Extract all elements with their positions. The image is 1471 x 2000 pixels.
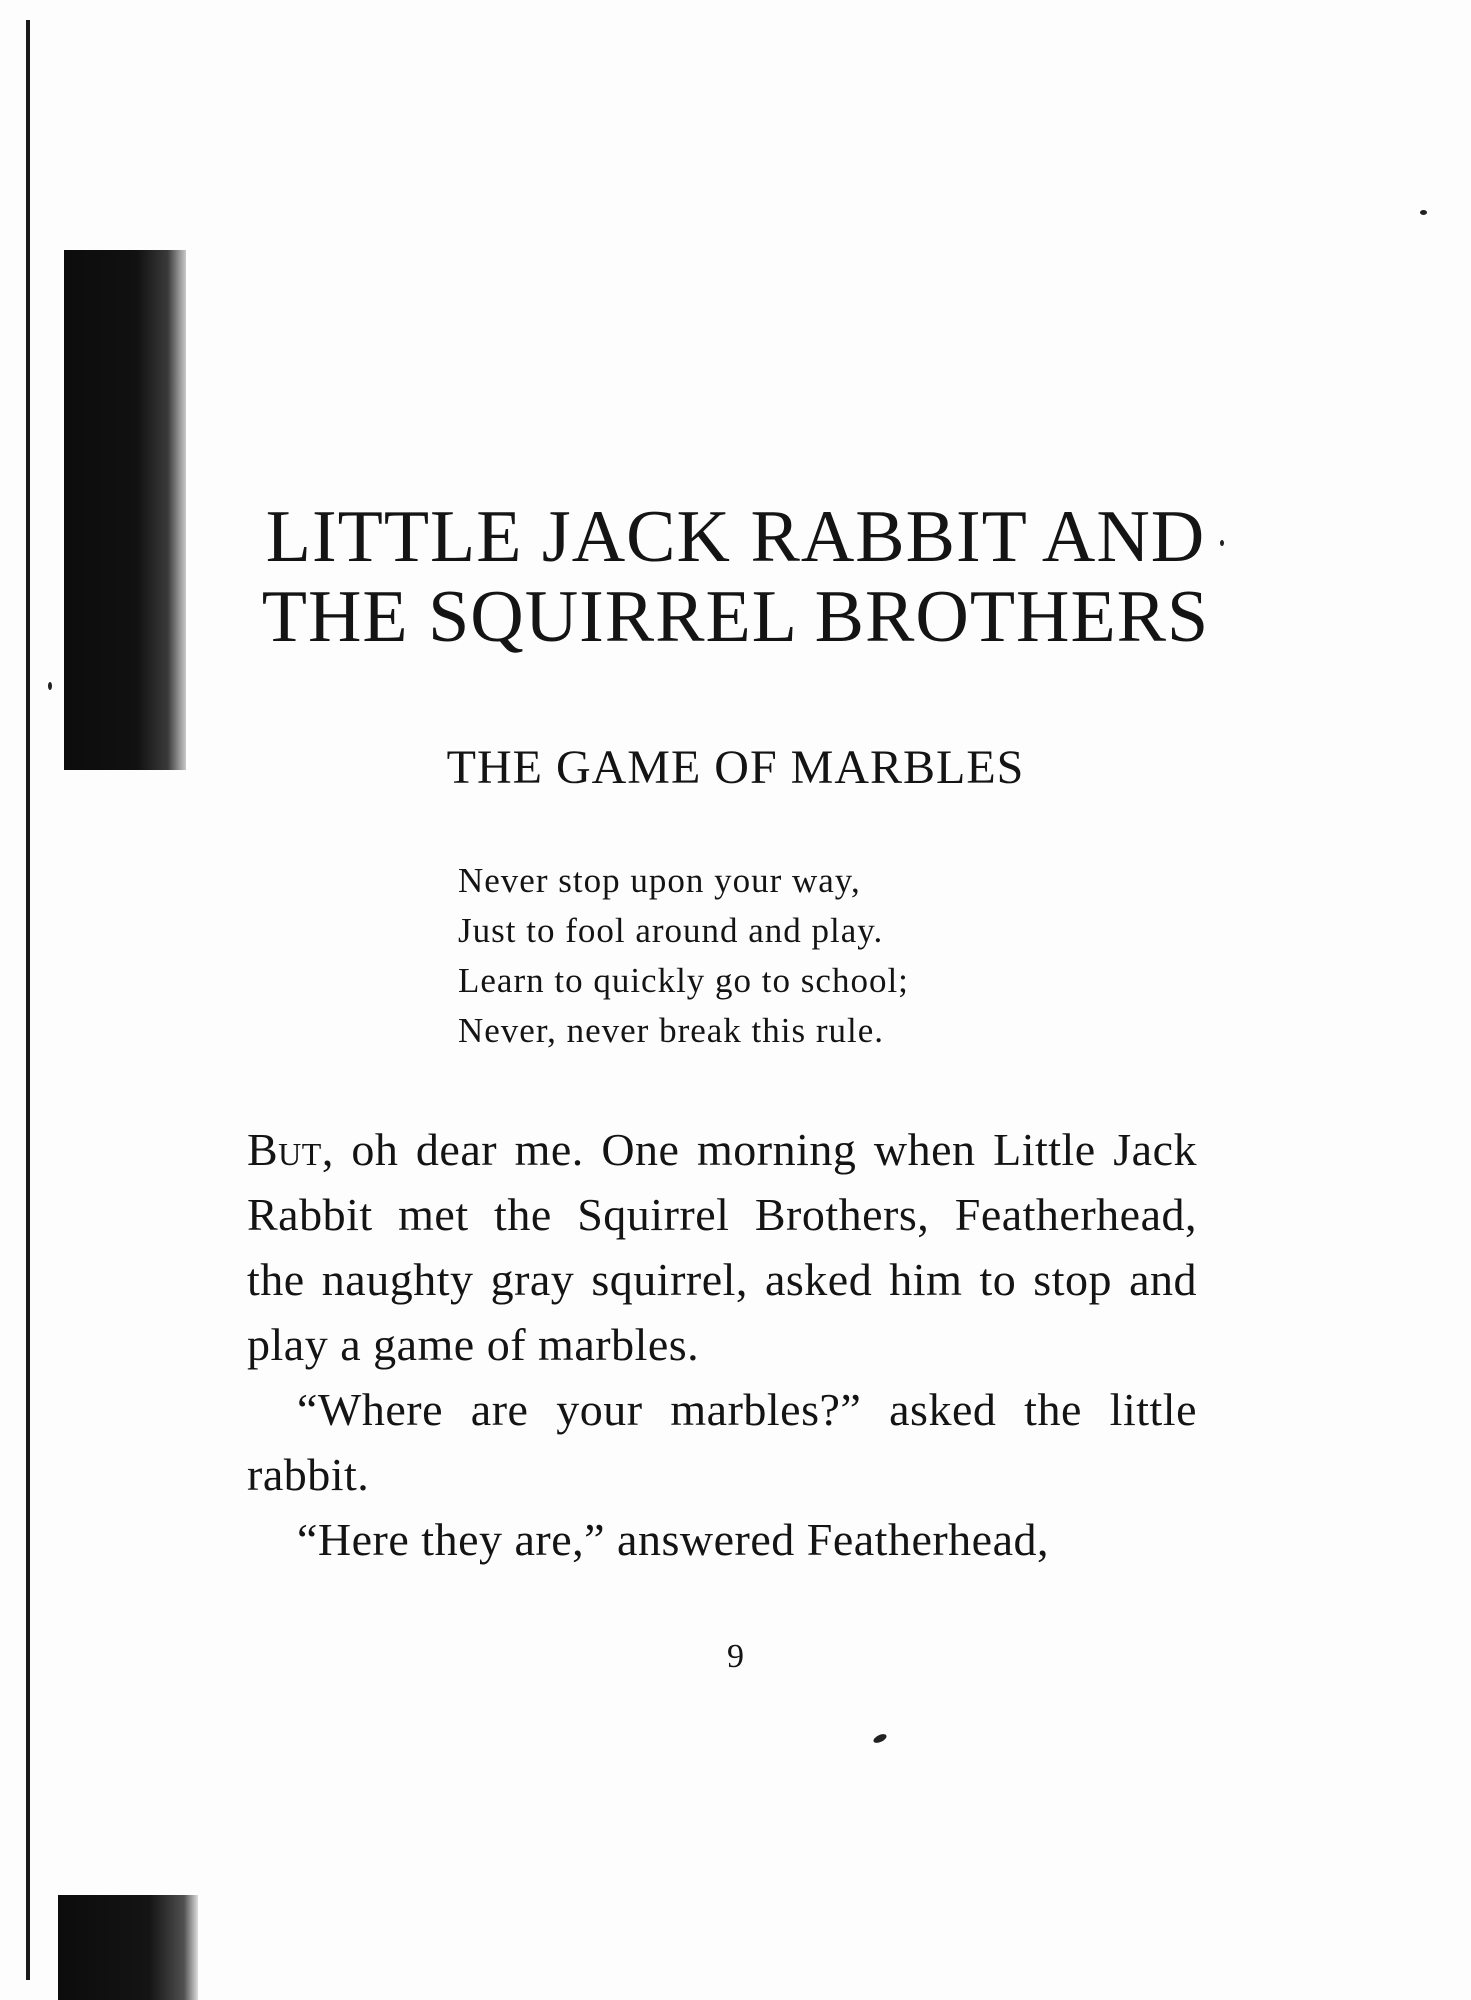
book-title-line-1: LITTLE JACK RABBIT AND bbox=[265, 496, 1206, 578]
paragraph bbox=[247, 1117, 1197, 1377]
drop-word: But bbox=[247, 1124, 322, 1175]
scan-speck bbox=[872, 1732, 888, 1744]
scan-speck bbox=[1420, 210, 1427, 215]
book-title bbox=[0, 497, 1471, 657]
binding-edge bbox=[26, 20, 30, 1980]
epigraph-verse bbox=[458, 856, 909, 1056]
verse-line: Never, never break this rule. bbox=[458, 1011, 885, 1050]
paragraph: “Here they are,” answered Featherhead, bbox=[297, 1514, 1050, 1565]
verse-line: Never stop upon your way, bbox=[458, 861, 861, 900]
body-text bbox=[247, 1117, 1197, 1572]
scan-shadow-bottom bbox=[58, 1895, 198, 2000]
paragraph-text: , oh dear me. One morning when Little Jack Rabbit met the Squirrel Brothers, Featherhead, the naughty gray squirrel, asked him to stop and play a game of marbles. bbox=[247, 1124, 1197, 1370]
verse-line: Just to fool around and play. bbox=[458, 911, 884, 950]
paragraph: “Where are your marbles?” asked the little rabbit. bbox=[247, 1384, 1197, 1500]
scan-speck bbox=[48, 682, 52, 690]
chapter-title: THE GAME OF MARBLES bbox=[446, 741, 1025, 794]
page-number: 9 bbox=[727, 1638, 744, 1675]
verse-line: Learn to quickly go to school; bbox=[458, 961, 909, 1000]
book-title-line-2: THE SQUIRREL BROTHERS bbox=[261, 576, 1210, 658]
